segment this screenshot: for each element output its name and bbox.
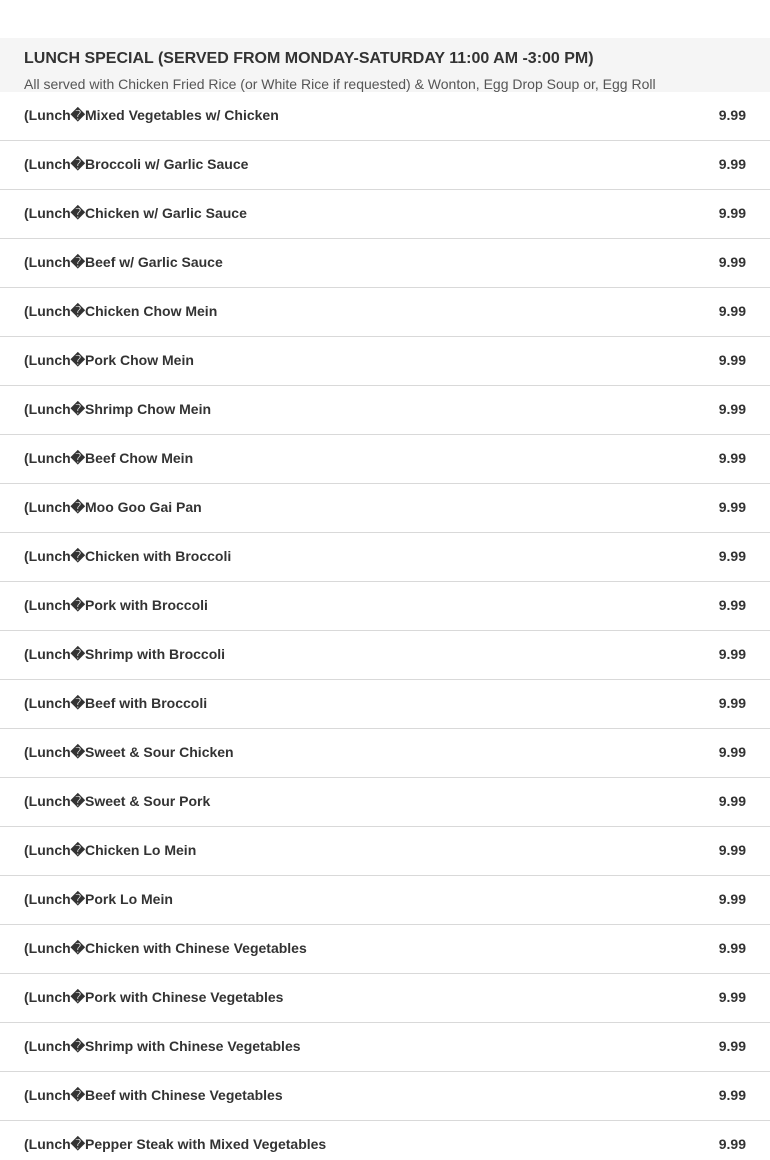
item-price: 9.99: [718, 940, 746, 956]
menu-item[interactable]: [0, 631, 770, 680]
menu-item[interactable]: [0, 974, 770, 1023]
item-price: 9.99: [718, 107, 746, 123]
item-price: 9.99: [718, 499, 746, 515]
item-price: 9.99: [718, 205, 746, 221]
item-price: 9.99: [718, 842, 746, 858]
item-name: (Lunch�Pork Chow Mein: [24, 352, 194, 368]
menu-item[interactable]: [0, 386, 770, 435]
menu-item-list: [0, 92, 770, 1160]
section-header: [0, 38, 770, 92]
item-price: 9.99: [718, 989, 746, 1005]
item-name: (Lunch�Chicken w/ Garlic Sauce: [24, 205, 247, 221]
top-spacer: [0, 0, 770, 38]
item-price: 9.99: [718, 793, 746, 809]
section-subtitle: All served with Chicken Fried Rice (or White Rice if requested) & Wonton, Egg Drop Soup or, Egg Roll: [24, 76, 656, 92]
item-name: (Lunch�Pork with Broccoli: [24, 597, 208, 613]
menu-item[interactable]: [0, 582, 770, 631]
menu-item[interactable]: [0, 337, 770, 386]
item-name: (Lunch�Beef with Chinese Vegetables: [24, 1087, 283, 1103]
menu-item[interactable]: [0, 141, 770, 190]
item-price: 9.99: [718, 254, 746, 270]
item-price: 9.99: [718, 695, 746, 711]
item-price: 9.99: [718, 1038, 746, 1054]
item-price: 9.99: [718, 352, 746, 368]
item-price: 9.99: [718, 303, 746, 319]
menu-item[interactable]: [0, 827, 770, 876]
item-name: (Lunch�Sweet & Sour Pork: [24, 793, 211, 809]
item-name: (Lunch�Broccoli w/ Garlic Sauce: [24, 156, 249, 172]
item-name: (Lunch�Pork Lo Mein: [24, 891, 173, 907]
item-price: 9.99: [718, 646, 746, 662]
item-name: (Lunch�Beef w/ Garlic Sauce: [24, 254, 223, 270]
item-name: (Lunch�Moo Goo Gai Pan: [24, 499, 202, 515]
menu-item[interactable]: [0, 876, 770, 925]
menu-item[interactable]: [0, 435, 770, 484]
item-name: (Lunch�Beef with Broccoli: [24, 695, 208, 711]
item-price: 9.99: [718, 597, 746, 613]
menu-item[interactable]: [0, 533, 770, 582]
item-price: 9.99: [718, 156, 746, 172]
item-name: (Lunch�Shrimp with Broccoli: [24, 646, 226, 662]
menu-item[interactable]: [0, 680, 770, 729]
item-name: (Lunch�Chicken with Chinese Vegetables: [24, 940, 307, 956]
item-price: 9.99: [718, 744, 746, 760]
item-name: (Lunch�Chicken with Broccoli: [24, 548, 232, 564]
item-name: (Lunch�Shrimp with Chinese Vegetables: [24, 1038, 301, 1054]
menu-item[interactable]: [0, 239, 770, 288]
item-name: (Lunch�Beef Chow Mein: [24, 450, 194, 466]
item-price: 9.99: [718, 548, 746, 564]
item-name: (Lunch�Pepper Steak with Mixed Vegetables: [24, 1136, 327, 1152]
item-price: 9.99: [718, 1087, 746, 1103]
item-name: (Lunch�Chicken Chow Mein: [24, 303, 218, 319]
menu-item[interactable]: [0, 484, 770, 533]
item-name: (Lunch�Mixed Vegetables w/ Chicken: [24, 107, 279, 123]
menu-item[interactable]: [0, 925, 770, 974]
item-name: (Lunch�Shrimp Chow Mein: [24, 401, 212, 417]
menu-item[interactable]: [0, 288, 770, 337]
item-name: (Lunch�Sweet & Sour Chicken: [24, 744, 234, 760]
item-price: 9.99: [718, 1136, 746, 1152]
item-name: (Lunch�Pork with Chinese Vegetables: [24, 989, 284, 1005]
item-price: 9.99: [718, 450, 746, 466]
item-name: (Lunch�Chicken Lo Mein: [24, 842, 197, 858]
menu-item[interactable]: [0, 190, 770, 239]
menu-item[interactable]: [0, 778, 770, 827]
menu-item[interactable]: [0, 729, 770, 778]
menu-item[interactable]: [0, 92, 770, 141]
section-title: LUNCH SPECIAL (SERVED FROM MONDAY-SATURDAY 11:00 AM -3:00 PM): [24, 50, 594, 67]
menu-item[interactable]: [0, 1023, 770, 1072]
menu-item[interactable]: [0, 1121, 770, 1160]
menu-item[interactable]: [0, 1072, 770, 1121]
item-price: 9.99: [718, 891, 746, 907]
item-price: 9.99: [718, 401, 746, 417]
